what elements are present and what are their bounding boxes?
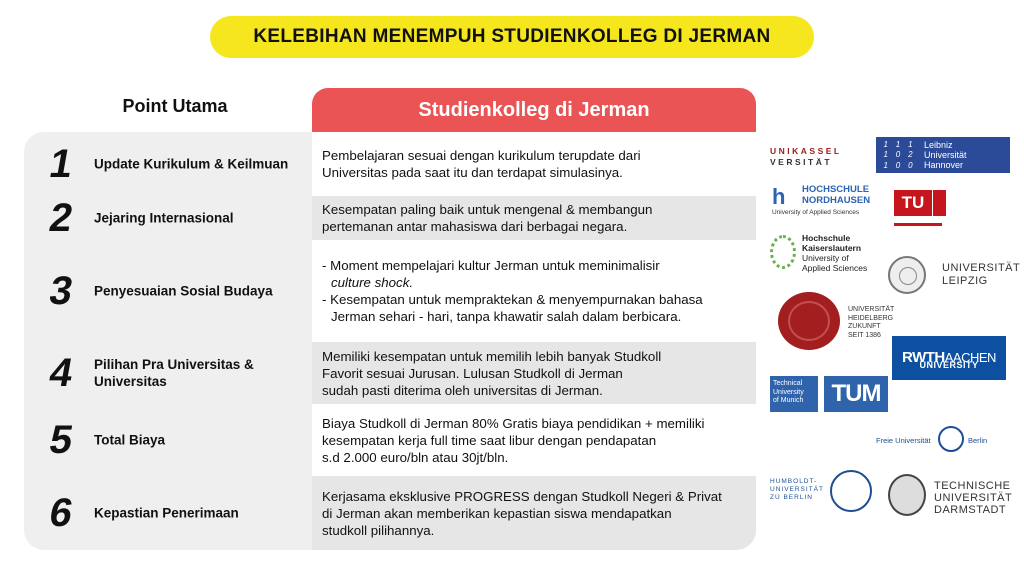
logo-digit: 0 [895,160,901,170]
logo-tu-berlin [894,190,946,216]
logo-rest: AACHEN [944,350,996,365]
logo-digit: 1 [908,140,913,149]
desc-line: - Moment mempelajari kultur Jerman untuk meminimalisir [322,258,660,273]
table-row [24,132,756,196]
logo-text: UNIKASSEL [770,146,842,156]
logo-subtext: University of Applied Sciences [772,209,860,216]
logo-line: Applied Sciences [802,263,868,273]
logo-text: Berlin [968,436,988,445]
logo-line: UNIVERSITÄT [770,486,824,493]
logo-tum [770,376,888,412]
row-description [312,342,756,404]
logo-uni-leipzig [888,256,1021,298]
desc-line [322,274,748,291]
logo-line: Hochschule [802,233,851,243]
desc-line: sudah pasti diterima oleh universitas di Jerman. [322,382,603,398]
row-label-cell [24,196,312,240]
logo-digit: 1 [883,140,888,149]
desc-line: di Jerman akan memberikan kepastian siswa mendapatkan [322,505,672,521]
logo-fu-berlin [872,424,994,454]
row-description [312,196,756,240]
row-description [312,404,756,476]
logo-line: Kaiserslautern [802,243,862,253]
desc-line: Jerman sehari - hari, tanpa khawatir salah dalam berbicara. [331,309,682,324]
logo-line: NORDHAUSEN [802,195,871,206]
row-label-cell [24,240,312,342]
row-label-cell [24,342,312,404]
logo-line: UNIVERSITÄT [942,262,1021,274]
table-row [24,240,756,342]
desc-line: - Kesempatan untuk mempraktekan & menyempurnakan bahasa [322,292,703,307]
logo-line: ZUKUNFT [848,323,881,330]
desc-line: Biaya Studkoll di Jerman 80% Gratis biaya pendidikan + memiliki [322,415,705,431]
row-number: 1 [46,142,77,186]
desc-line: Universitas pada saat itu dan terdapat simulasinya. [322,165,623,180]
table-row [24,476,756,550]
row-number: 4 [46,351,77,395]
logo-digit: 0 [908,160,913,170]
desc-emphasis: culture shock. [331,275,414,290]
logo-bold: RWTH [902,349,945,366]
logo-line: HEIDELBERG [848,314,894,322]
logo-line: of Munich [773,397,804,404]
logo-tu-darmstadt [888,474,1012,520]
seal-icon [938,426,964,452]
logo-text [942,262,1020,288]
logo-digit: 1 [883,150,888,160]
logo-mark: TU [894,190,932,216]
row-label-cell [24,132,312,196]
logo-uni-heidelberg [778,292,898,352]
desc-line: Memiliki kesempatan untuk memilih lebih banyak Studkoll [322,348,662,364]
logo-line: SEIT 1386 [848,331,881,339]
row-description [312,476,756,550]
logo-line: University [773,388,804,396]
logo-digit: 2 [908,150,913,160]
row-point: Jejaring Internasional [94,210,234,226]
logo-digit: 1 [883,160,888,170]
row-point: Total Biaya [94,432,166,448]
logo-text [802,184,870,206]
logo-hs-kaiserslautern [770,233,880,273]
logo-side-bar [933,190,946,216]
logo-line: Universität [924,150,967,160]
row-point: Penyesuaian Sosial Budaya [94,283,273,299]
portrait-icon [888,474,926,516]
logo-mark [876,137,920,173]
logo-leibniz-hannover [876,137,1010,173]
page-title: KELEBIHAN MENEMPUH STUDIENKOLLEG DI JERMAN [210,16,814,58]
logo-line: UNIVERSITÄT [934,492,1013,504]
seal-icon [830,470,872,512]
seal-icon [778,292,840,350]
row-label-cell [24,476,312,550]
logo-text [770,376,818,412]
row-number: 2 [46,196,77,240]
logo-text [934,480,1012,516]
logo-text [802,233,867,273]
row-point: Update Kurikulum & Keilmuan [94,156,289,172]
table-row [24,404,756,476]
logo-line: HUMBOLDT- [770,478,818,485]
logo-line: TECHNISCHE [934,480,1011,492]
row-number: 3 [46,269,77,313]
logo-mark: TUM [824,376,888,412]
logo-rwth-line2: UNIVERSITY [919,360,979,370]
table-row [24,342,756,404]
row-point: Pilihan Pra Universitas & Universitas [94,357,254,389]
seal-icon [888,256,926,294]
logo-line: Technical [773,380,803,387]
table-row [24,196,756,240]
desc-line: s.d 2.000 euro/bln atau 30jt/bln. [322,449,509,465]
desc-line: studkoll pilihannya. [322,522,435,538]
logo-mark [770,235,796,269]
logo-hu-berlin [770,470,880,516]
logo-text [770,478,824,502]
logo-bar [894,223,942,226]
logo-line: Leibniz [924,140,953,150]
desc-line: Kerjasama eksklusive PROGRESS dengan Studkoll Negeri & Privat [322,488,722,504]
logo-line: HOCHSCHULE [802,184,870,195]
desc-line: Kesempatan paling baik untuk mengenal & membangun [322,202,653,217]
desc-line: Pembelajaran sesuai dengan kurikulum terupdate dari [322,148,641,163]
logo-text: Freie Universität [876,436,931,445]
logo-digit: 0 [895,150,901,160]
row-number: 6 [46,491,77,535]
logo-line: Hannover [924,160,964,170]
desc-line: Favorit sesuai Jurusan. Lulusan Studkoll di Jerman [322,365,623,381]
row-description [312,132,756,196]
column-header-point: Point Utama [122,96,228,116]
comparison-table [24,132,756,550]
column-header-studienkolleg: Studienkolleg di Jerman [312,88,756,132]
desc-line: pertemanan antar mahasiswa dari berbagai negara. [322,219,628,234]
logo-text [848,306,894,340]
logo-line: LEIPZIG [942,275,988,287]
logo-line: University of [802,253,849,263]
row-point: Kepastian Penerimaan [94,505,239,521]
row-description [312,240,756,342]
logo-digit: 1 [895,140,901,149]
logo-hs-nordhausen [772,182,882,218]
row-number: 5 [46,418,77,462]
logo-tu-berlin-subline [894,220,1004,230]
logo-uni-kassel [770,146,842,168]
logo-rwth-aachen [892,336,1006,380]
logo-text [920,137,967,173]
logo-mark: h [772,184,786,209]
row-label-cell [24,404,312,476]
logo-line: DARMSTADT [934,504,1007,516]
logo-text: VERSITÄT [770,157,833,167]
logo-line: ZU BERLIN [770,494,813,501]
logo-line: UNIVERSITÄT [848,306,895,313]
desc-line: kesempatan kerja full time saat libur dengan pendapatan [322,432,657,448]
